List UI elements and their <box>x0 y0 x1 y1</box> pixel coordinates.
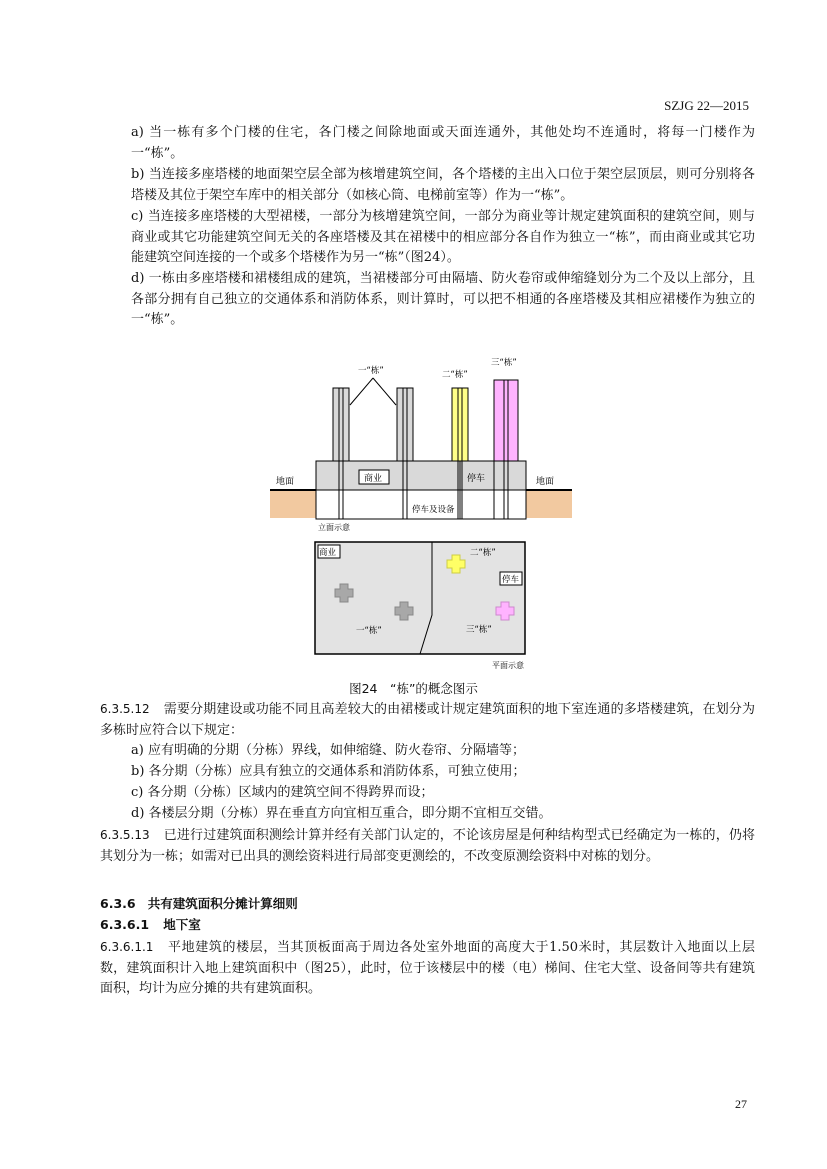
item-d: d) 一栋由多座塔楼和裙楼组成的建筑，当裙楼部分可由隔墙、防火卷帘或伸缩缝划分为二个及以上部分，且各部分拥有自己独立的交通体系和消防体系，则计算时，可以把不相通的各座塔楼及其相应裙楼作为独立的一“栋”。 <box>131 271 755 328</box>
clause-number: 6.3.6.1.1 <box>100 940 154 954</box>
clause-6-3-6-1-1 <box>100 937 755 1000</box>
mid-item-b: b) 各分期（分栋）应具有独立的交通体系和消防体系，可独立使用； <box>131 764 526 779</box>
mid-item-d: d) 各楼层分期（分栋）界在垂直方向宜相互重合，即分期不宜相互交错。 <box>131 806 552 821</box>
plan-label-one: 一“栋” <box>356 626 382 636</box>
heading-6-3-6 <box>100 894 755 916</box>
parking-equipment-label: 停车及设备 <box>412 505 455 515</box>
header-code: SZJG 22—2015 <box>664 98 749 113</box>
clause-6-3-5-12 <box>100 699 755 741</box>
ground-right-label: 地面 <box>536 477 555 487</box>
heading-text: 地下室 <box>163 917 201 932</box>
figure-24 <box>260 350 580 675</box>
clause-text: 需要分期建设或功能不同且高差较大的由裙楼或计规定建筑面积的地下室连通的多塔楼建筑，在划分为多栋时应符合以下规定： <box>100 702 755 738</box>
heading-number: 6.3.6 <box>100 896 136 911</box>
heading-number: 6.3.6.1 <box>100 917 150 932</box>
elev-label-two: 二“栋” <box>442 370 468 380</box>
elevation-diagram <box>270 357 572 532</box>
plan-note: 平面示意 <box>492 661 524 670</box>
plan-label-three: 三“栋” <box>466 625 492 635</box>
clause-text: 已进行过建筑面积测绘计算并经有关部门认定的，不论该房屋是何种结构型式已经确定为一栋的，仍将其划分为一栋；如需对已出具的测绘资料进行局部变更测绘的，不改变原测绘资料中对栋的划分。 <box>100 828 755 864</box>
elev-label-one: 一“栋” <box>358 366 384 376</box>
clause-text: 平地建筑的楼层，当其顶板面高于周边各处室外地面的高度大于1.50米时，其层数计入地面以上层数，建筑面积计入地上建筑面积中（图25），此时，位于该楼层中的楼（电）梯间、住宅大堂、设备间等共有建筑面积，均计为应分摊的共有建筑面积。 <box>100 940 755 997</box>
ground-right <box>526 490 572 518</box>
elevation-note: 立面示意 <box>318 523 350 532</box>
clause-6-3-5-13 <box>100 825 755 867</box>
mid-item-c: c) 各分期（分栋）区域内的建筑空间不得跨界而设； <box>131 785 434 800</box>
tower-one-a <box>333 388 349 461</box>
item-c: c) 当连接多座塔楼的大型裙楼，一部分为核增建筑空间，一部分为商业等计规定建筑面积的建筑空间，则与商业或其它功能建筑空间无关的各座塔楼及其在裙楼中的相应部分各自作为独立一“栋”，而由商业或其它功能建筑空间连接的一个或多个塔楼作为另一“栋”（图24）。 <box>131 209 755 266</box>
tower-one-b <box>397 388 413 461</box>
clause-number: 6.3.5.13 <box>100 828 150 842</box>
parking-label: 停车 <box>467 474 486 484</box>
elev-label-three: 三“栋” <box>491 358 517 368</box>
tower-two <box>452 388 468 461</box>
tower-three <box>494 380 518 461</box>
clause-number: 6.3.5.12 <box>100 702 150 716</box>
ground-left-label: 地面 <box>276 477 295 487</box>
ground-left <box>270 490 316 518</box>
figure-caption: 图24 “栋”的概念图示 <box>349 681 478 696</box>
plan-diagram <box>315 542 525 670</box>
commerce-label: 商业 <box>364 474 383 484</box>
item-a: a) 当一栋有多个门楼的住宅，各门楼之间除地面或天面连通外，其他处均不连通时，将每一门楼作为一“栋”。 <box>131 125 755 161</box>
plan-commerce-label: 商业 <box>319 548 337 558</box>
item-b: b) 当连接多座塔楼的地面架空层全部为核增建筑空间，各个塔楼的主出入口位于架空层顶层，则可分别将各塔楼及其位于架空车库中的相关部分（如核心筒、电梯前室等）作为一“栋”。 <box>131 167 755 203</box>
mid-item-a: a) 应有明确的分期（分栋）界线，如伸缩缝、防火卷帘、分隔墙等； <box>131 743 525 758</box>
plan-label-two: 二“栋” <box>470 548 496 558</box>
heading-text: 共有建筑面积分摊计算细则 <box>147 896 298 911</box>
plan-parking-label: 停车 <box>502 575 520 585</box>
heading-6-3-6-1 <box>100 915 755 937</box>
page-number: 27 <box>735 1097 747 1111</box>
